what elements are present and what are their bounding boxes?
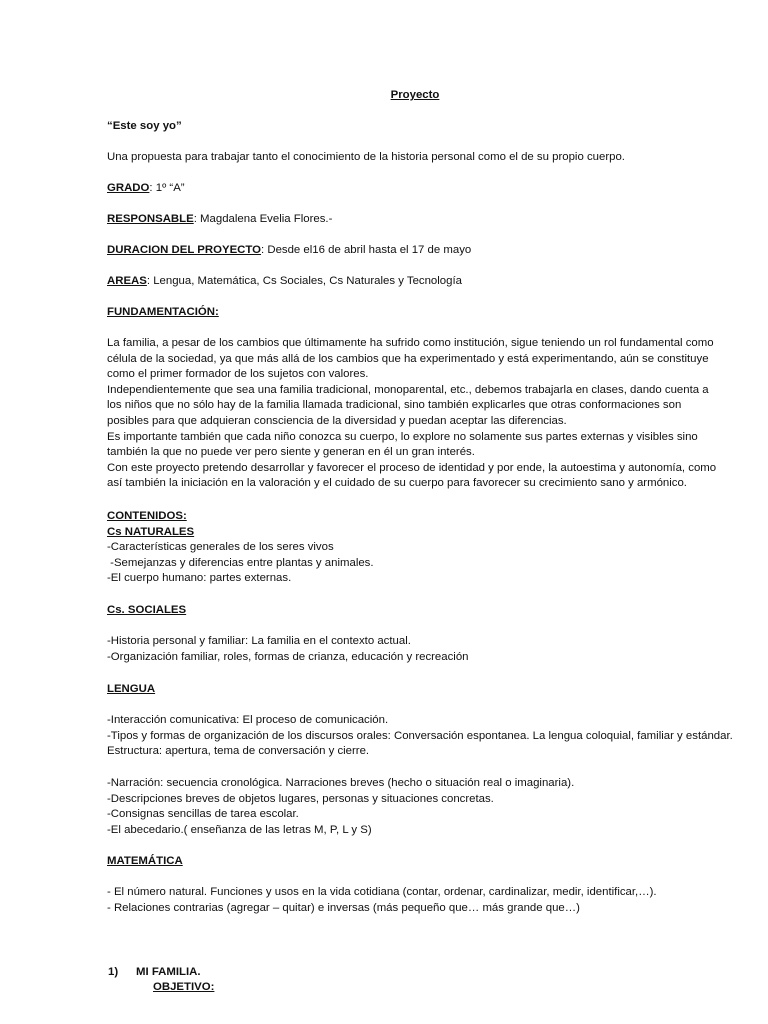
lengua-list-1 bbox=[107, 713, 737, 760]
lengua-item: -Interacción comunicativa: El proceso de comunicación. bbox=[107, 714, 389, 726]
contenidos-section bbox=[107, 509, 737, 587]
fundamentacion-heading: FUNDAMENTACIÓN: bbox=[107, 306, 219, 318]
duracion-label: DURACION DEL PROYECTO bbox=[107, 244, 262, 256]
matematica-item: - El número natural. Funciones y usos en la vida cotidiana (contar, ordenar, cardinalizar, medir, identificar,…). bbox=[107, 886, 657, 898]
document-title: Proyecto bbox=[390, 89, 440, 101]
responsable-line bbox=[107, 212, 737, 228]
lengua-item: -El abecedario.( enseñanza de las letras M, P, L y S) bbox=[107, 823, 372, 836]
project-intro: Una propuesta para trabajar tanto el conocimiento de la historia personal como el de su propio cuerpo. bbox=[107, 151, 625, 163]
naturales-item: -Semejanzas y diferencias entre plantas y animales. bbox=[107, 556, 374, 569]
fundamentacion-line: también la que no puede ver pero siente y generan en él un gran interés. bbox=[107, 446, 475, 459]
lengua-item: -Tipos y formas de organización de los discursos orales: Conversación espontanea. La lengua coloquial, familiar y estándar. bbox=[107, 729, 733, 742]
grado-value: : 1º “A” bbox=[149, 182, 185, 194]
section-1-label: MI FAMILIA. bbox=[136, 966, 201, 978]
sociales-item: -Organización familiar, roles, formas de crianza, educación y recreación bbox=[107, 650, 469, 663]
section-1-objetivo: OBJETIVO: bbox=[153, 981, 215, 993]
fundamentacion-line: los niños que no sólo hay de la familia llamada tradicional, sino también explicarles que otras conformaciones son bbox=[107, 399, 682, 412]
areas-value: : Lengua, Matemática, Cs Sociales, Cs Naturales y Tecnología bbox=[146, 275, 462, 287]
fundamentacion-line: como el primer formador de los sujetos con valores. bbox=[107, 368, 369, 381]
lengua-item: -Consignas sencillas de tarea escolar. bbox=[107, 808, 299, 821]
fundamentacion-line: La familia, a pesar de los cambios que últimamente ha sufrido como institución, sigue teniendo un rol fundamental como bbox=[107, 337, 714, 349]
sociales-heading: Cs. SOCIALES bbox=[107, 604, 187, 616]
lengua-item: Estructura: apertura, tema de conversación y cierre. bbox=[107, 745, 370, 758]
contenidos-heading: CONTENIDOS: bbox=[107, 510, 187, 522]
fundamentacion-line: Con este proyecto pretendo desarrollar y favorecer el proceso de identidad y por ende, la autoestima y autonomía, como bbox=[107, 461, 717, 474]
naturales-item: -El cuerpo humano: partes externas. bbox=[107, 572, 292, 585]
lengua-item: -Descripciones breves de objetos lugares, personas y situaciones concretas. bbox=[107, 792, 494, 805]
lengua-list-2 bbox=[107, 776, 737, 838]
matematica-list bbox=[107, 885, 737, 916]
section-1-heading bbox=[108, 965, 201, 981]
project-name: “Este soy yo” bbox=[107, 120, 182, 132]
matematica-item: - Relaciones contrarias (agregar – quitar) e inversas (más pequeño que… más grande que…) bbox=[107, 901, 580, 914]
naturales-heading: Cs NATURALES bbox=[107, 525, 195, 538]
areas-line bbox=[107, 274, 737, 290]
naturales-item: -Características generales de los seres vivos bbox=[107, 541, 334, 554]
fundamentacion-line: así también la iniciación en la valoración y el cuidado de su cuerpo para favorecer su crecimiento sano y armónico. bbox=[107, 477, 687, 490]
fundamentacion-body bbox=[107, 336, 737, 492]
sociales-item: -Historia personal y familiar: La familia en el contexto actual. bbox=[107, 635, 411, 647]
sociales-list bbox=[107, 634, 737, 665]
fundamentacion-line: Es importante también que cada niño conozca su cuerpo, lo explore no solamente sus partes externas y visibles sino bbox=[107, 430, 698, 443]
section-1-number: 1) bbox=[108, 966, 119, 978]
fundamentacion-line: posibles para que adquieran consciencia de la diversidad y puedan aceptar las diferencias. bbox=[107, 414, 567, 427]
lengua-heading: LENGUA bbox=[107, 683, 156, 695]
fundamentacion-line: Independientemente que sea una familia tradicional, monoparental, etc., debemos trabajarla en clases, dando cuenta a bbox=[107, 383, 709, 396]
grado-line bbox=[107, 181, 737, 197]
duracion-line bbox=[107, 243, 737, 259]
responsable-label: RESPONSABLE bbox=[107, 213, 194, 225]
matematica-heading: MATEMÁTICA bbox=[107, 855, 183, 867]
lengua-item: -Narración: secuencia cronológica. Narraciones breves (hecho o situación real o imaginaria). bbox=[107, 777, 575, 789]
fundamentacion-line: célula de la sociedad, ya que más allá de los cambios que ha experimentado y está experimentando, aún se constituye bbox=[107, 352, 709, 365]
grado-label: GRADO bbox=[107, 182, 150, 194]
duracion-value: : Desde el16 de abril hasta el 17 de mayo bbox=[261, 244, 472, 256]
responsable-value: : Magdalena Evelia Flores.- bbox=[193, 213, 333, 225]
areas-label: AREAS bbox=[107, 275, 147, 287]
